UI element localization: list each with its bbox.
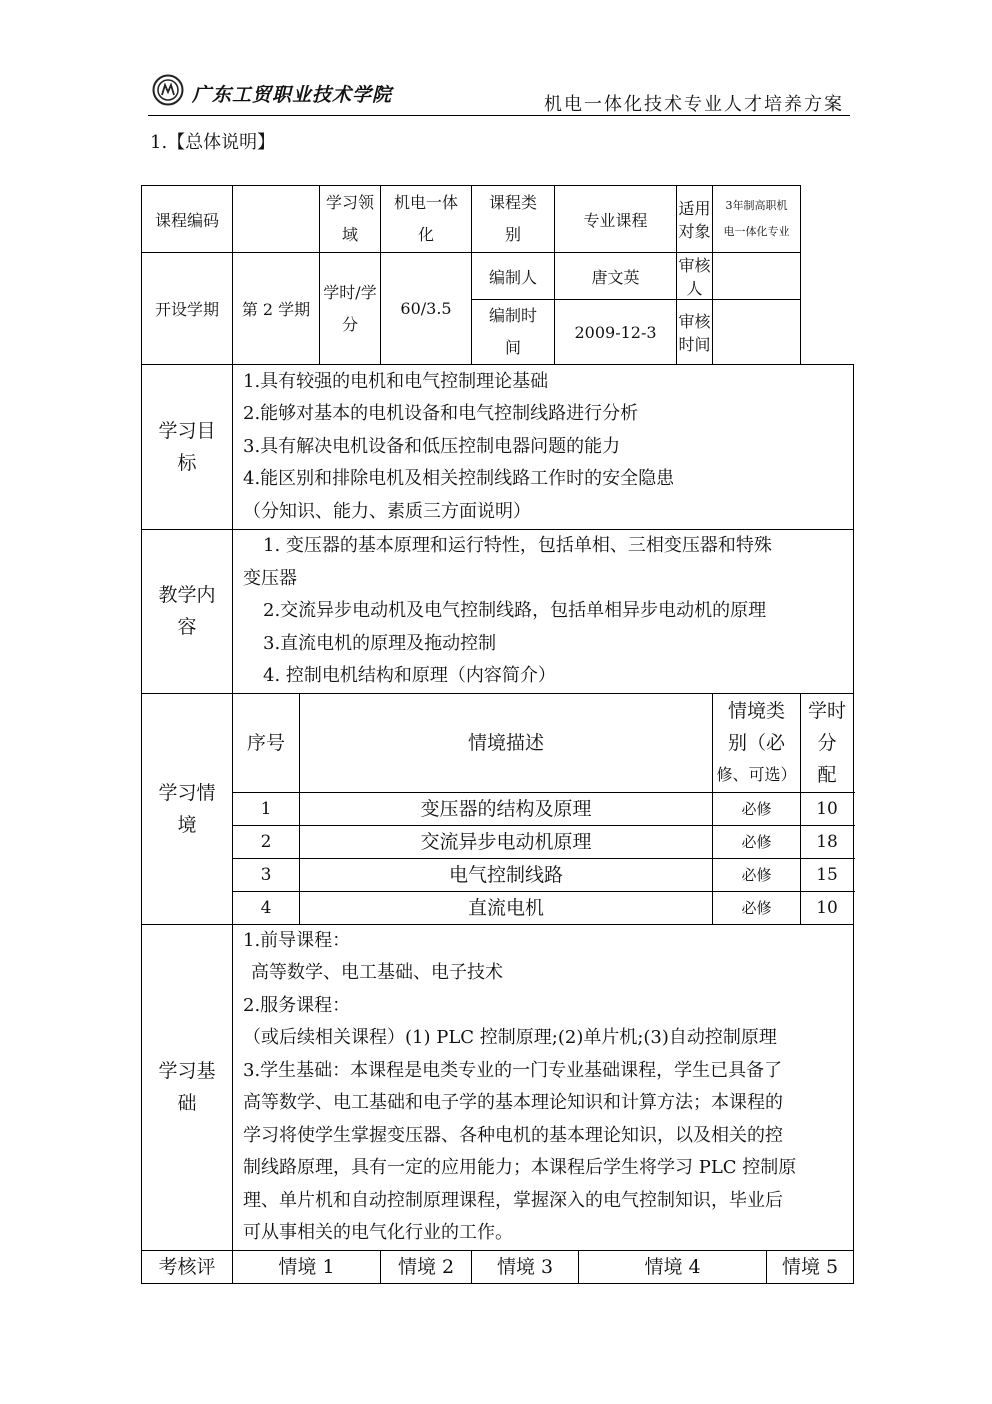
basis-line: 学习将使学生掌握变压器、各种电机的基本理论知识，以及相关的控 <box>243 1124 783 1146</box>
review-date-value <box>713 300 801 365</box>
content-line: 4. 控制电机结构和原理（内容简介） <box>263 665 556 686</box>
situation-hours: 10 <box>801 792 854 825</box>
course-code-label: 课程编码 <box>142 186 233 253</box>
situation-desc: 直流电机 <box>300 891 713 924</box>
target-value: 3年制高职机 电一体化专业 <box>713 186 801 253</box>
situation-no: 3 <box>233 858 300 891</box>
assessment-item: 情境 4 <box>579 1250 767 1283</box>
table-row <box>142 792 854 825</box>
content-line: 3.直流电机的原理及拖动控制 <box>263 632 497 654</box>
basis-line: 1.前导课程： <box>243 929 351 951</box>
situation-no: 4 <box>233 891 300 924</box>
school-logo-icon <box>152 74 184 106</box>
content-line: 2.交流异步电动机及电气控制线路，包括单相异步电动机的原理 <box>263 600 767 621</box>
situation-hours: 10 <box>801 891 854 924</box>
situation-no-header: 序号 <box>233 693 300 792</box>
section-title: 1.【总体说明】 <box>150 132 276 153</box>
situation-type-header: 情境类 别（必 修、可选） <box>713 693 801 792</box>
author-value: 唐文英 <box>555 253 677 300</box>
situation-desc: 电气控制线路 <box>300 858 713 891</box>
situation-type: 必修 <box>713 891 801 924</box>
table-row <box>142 858 854 891</box>
situation-desc: 交流异步电动机原理 <box>300 825 713 858</box>
category-value: 专业课程 <box>555 186 677 253</box>
table-row <box>142 825 854 858</box>
basis-label: 学习基 础 <box>142 924 233 1250</box>
situation-desc: 变压器的结构及原理 <box>300 792 713 825</box>
header-divider <box>148 115 850 116</box>
date-value: 2009-12-3 <box>555 300 677 365</box>
assessment-label: 考核评 <box>142 1250 233 1283</box>
objective-line: 4.能区别和排除电机及相关控制线路工作时的安全隐患 <box>243 468 675 490</box>
objective-line: 1.具有较强的电机和电气控制理论基础 <box>243 370 549 392</box>
objectives-content <box>233 365 854 530</box>
basis-line: （或后续相关课程）(1) PLC 控制原理;(2)单片机;(3)自动控制原理 <box>243 1027 777 1048</box>
field-label: 学习领 域 <box>320 186 381 253</box>
course-info-table <box>141 185 854 1284</box>
basis-content <box>233 924 854 1250</box>
category-label: 课程类 别 <box>472 186 555 253</box>
basis-line: 可从事相关的电气化行业的工作。 <box>243 1222 513 1243</box>
content-label: 教学内 容 <box>142 530 233 694</box>
hours-value: 60/3.5 <box>381 253 472 365</box>
basis-line: 高等数学、电工基础和电子学的基本理论知识和计算方法；本课程的 <box>243 1092 783 1113</box>
course-code-value <box>233 186 320 253</box>
situation-no: 2 <box>233 825 300 858</box>
situation-type: 必修 <box>713 792 801 825</box>
situation-no: 1 <box>233 792 300 825</box>
semester-label: 开设学期 <box>142 253 233 365</box>
objective-line: 2.能够对基本的电机设备和电气控制线路进行分析 <box>243 403 639 425</box>
document-title: 机电一体化技术专业人才培养方案 <box>544 94 844 115</box>
page-header <box>148 70 850 118</box>
review-date-label: 审核时间 <box>677 300 713 365</box>
semester-value: 第 2 学期 <box>233 253 320 365</box>
author-label: 编制人 <box>472 253 555 300</box>
target-label: 适用对象 <box>677 186 713 253</box>
situation-hours-header: 学时分 配 <box>801 693 854 792</box>
situation-type: 必修 <box>713 858 801 891</box>
assessment-item: 情境 5 <box>767 1250 854 1283</box>
basis-line: 3.学生基础：本课程是电类专业的一门专业基础课程，学生已具备了 <box>243 1059 783 1081</box>
hours-label: 学时/学 分 <box>320 253 381 365</box>
objectives-label: 学习目 标 <box>142 365 233 530</box>
basis-line: 高等数学、电工基础、电子技术 <box>251 962 503 983</box>
situation-type: 必修 <box>713 825 801 858</box>
assessment-item: 情境 3 <box>472 1250 579 1283</box>
basis-line: 制线路原理，具有一定的应用能力；本课程后学生将学习 PLC 控制原 <box>243 1157 797 1178</box>
reviewer-label: 审核人 <box>677 253 713 300</box>
situation-hours: 18 <box>801 825 854 858</box>
basis-line: 理、单片机和自动控制原理课程，掌握深入的电气控制知识，毕业后 <box>243 1189 783 1211</box>
basis-line: 2.服务课程： <box>243 994 351 1016</box>
assessment-item: 情境 1 <box>233 1250 381 1283</box>
school-name: 广东工贸职业技术学院 <box>192 84 393 106</box>
objective-line: 3.具有解决电机设备和低压控制电器问题的能力 <box>243 435 621 457</box>
situations-label: 学习情 境 <box>142 693 233 924</box>
situation-hours: 15 <box>801 858 854 891</box>
table-row <box>142 891 854 924</box>
objective-line: （分知识、能力、素质三方面说明） <box>243 500 531 522</box>
field-value: 机电一体 化 <box>381 186 472 253</box>
reviewer-value <box>713 253 801 300</box>
content-line: 1. 变压器的基本原理和运行特性，包括单相、三相变压器和特殊 <box>263 535 772 556</box>
situation-desc-header: 情境描述 <box>300 693 713 792</box>
date-label: 编制时 间 <box>472 300 555 365</box>
assessment-item: 情境 2 <box>381 1250 472 1283</box>
content-content <box>233 530 854 694</box>
content-line: 变压器 <box>243 567 297 589</box>
